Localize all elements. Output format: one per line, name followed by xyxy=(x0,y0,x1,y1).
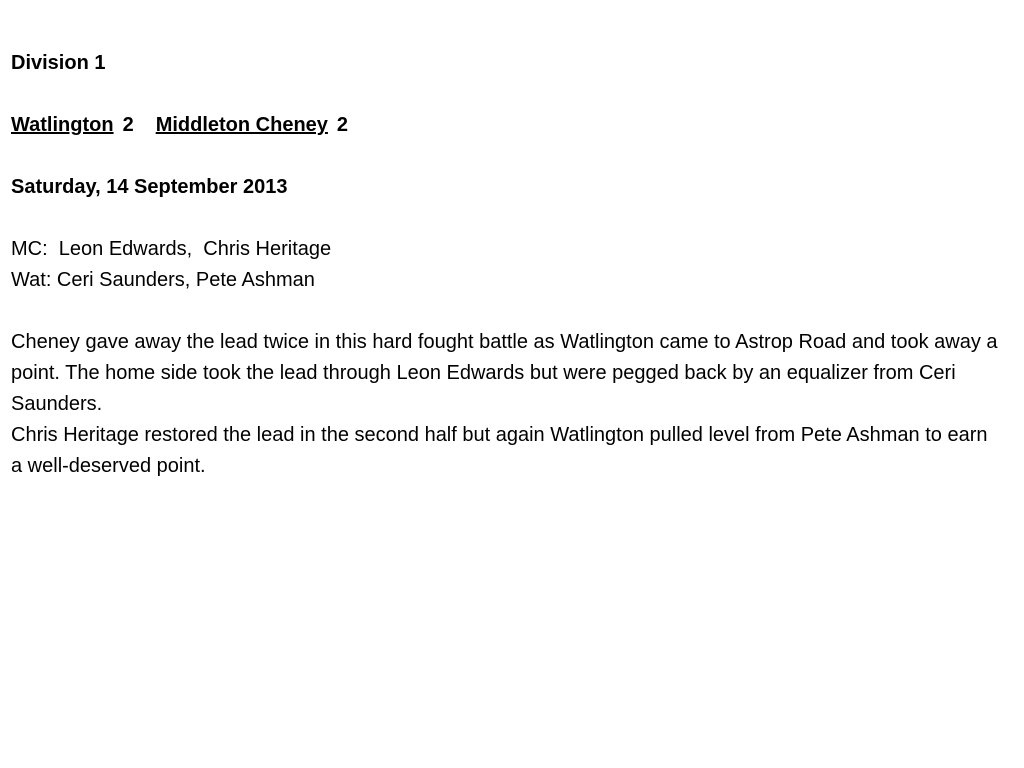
spacer xyxy=(11,203,1011,234)
wat-scorers: Wat: Ceri Saunders, Pete Ashman xyxy=(11,269,315,291)
away-team-score: 2 xyxy=(336,114,349,136)
spacer xyxy=(11,79,1011,110)
report-paragraph-2: Chris Heritage restored the lead in the second half but again Watlington pulled level from Pete Ashman to earn a well-deserved point. xyxy=(11,424,988,477)
away-team-name: Middleton Cheney xyxy=(155,114,328,136)
home-team-score: 2 xyxy=(122,114,134,136)
home-team-name: Watlington xyxy=(11,114,114,136)
mc-scorers: MC: Leon Edwards, Chris Heritage xyxy=(11,238,332,260)
spacer xyxy=(11,141,1011,172)
match-date: Saturday, 14 September 2013 xyxy=(11,176,288,198)
match-report xyxy=(11,48,1011,482)
spacer xyxy=(11,296,1011,327)
fixture-result xyxy=(11,110,1011,141)
division-heading: Division 1 xyxy=(11,52,106,74)
report-paragraph-1: Cheney gave away the lead twice in this hard fought battle as Watlington came to Astrop Road and took away a point. The home side took the lead through Leon Edwards but were pegged back by an equalizer from Ceri Saunders. xyxy=(11,331,998,415)
